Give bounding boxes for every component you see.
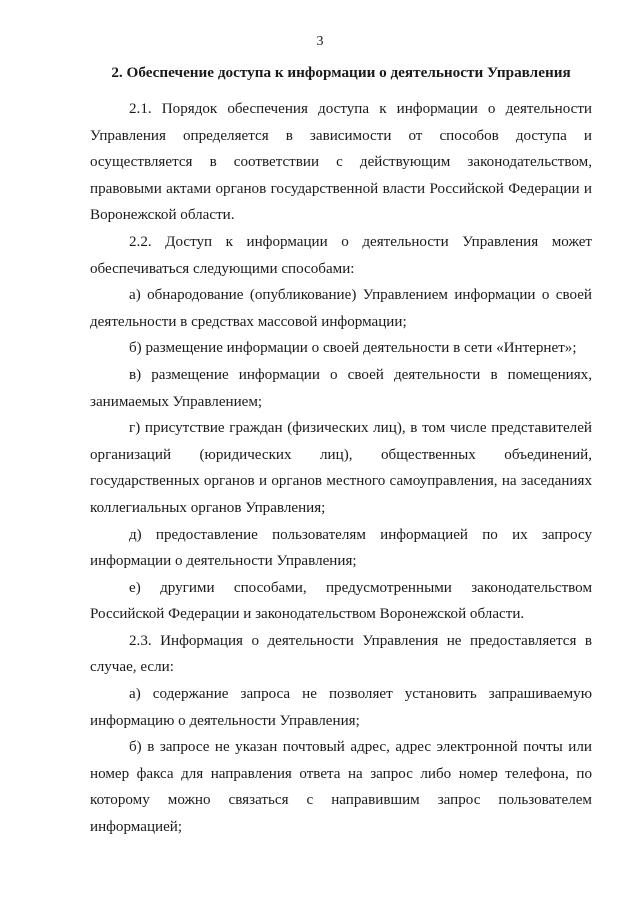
list-item-d: д) предоставление пользователям информацией по их запросу информации о деятельности Управления; — [90, 526, 592, 570]
paragraph-2-3: 2.3. Информация о деятельности Управления не предоставляется в случае, если: — [90, 632, 592, 676]
list-item-g: г) присутствие граждан (физических лиц), в том числе представителей организаций (юридических лиц), общественных объединений, государственных органов и органов местного самоуправления, на заседаниях коллегиальных органов Управления; — [90, 420, 592, 516]
list-item-b: б) размещение информации о своей деятельности в сети «Интернет»; — [129, 340, 577, 357]
paragraph-2-1: 2.1. Порядок обеспечения доступа к информации о деятельности Управления определяется в зависимости от способов доступа и осуществляется в соответствии с действующим законодательством, правовыми актами органов государственной власти Российской Федерации и Воронежской области. — [90, 101, 592, 224]
document-body — [90, 96, 592, 841]
exception-item-b: б) в запросе не указан почтовый адрес, адрес электронной почты или номер факса для направления ответа на запрос либо номер телефона, по которому можно связаться с направившим запрос пользователем информацией; — [90, 739, 592, 836]
section-heading: 2. Обеспечение доступа к информации о деятельности Управления — [111, 64, 571, 81]
paragraph-2-2: 2.2. Доступ к информации о деятельности Управления может обеспечиваться следующими способами: — [90, 233, 592, 277]
exception-item-a: а) содержание запроса не позволяет установить запрашиваемую информацию о деятельности Управления; — [90, 686, 592, 729]
list-item-e: е) другими способами, предусмотренными законодательством Российской Федерации и законодательством Воронежской области. — [90, 579, 592, 623]
page-number: 3 — [316, 34, 324, 49]
list-item-a: а) обнародование (опубликование) Управлением информации о своей деятельности в средствах массовой информации; — [90, 287, 592, 330]
list-item-v: в) размещение информации о своей деятельности в помещениях, занимаемых Управлением; — [90, 366, 592, 410]
